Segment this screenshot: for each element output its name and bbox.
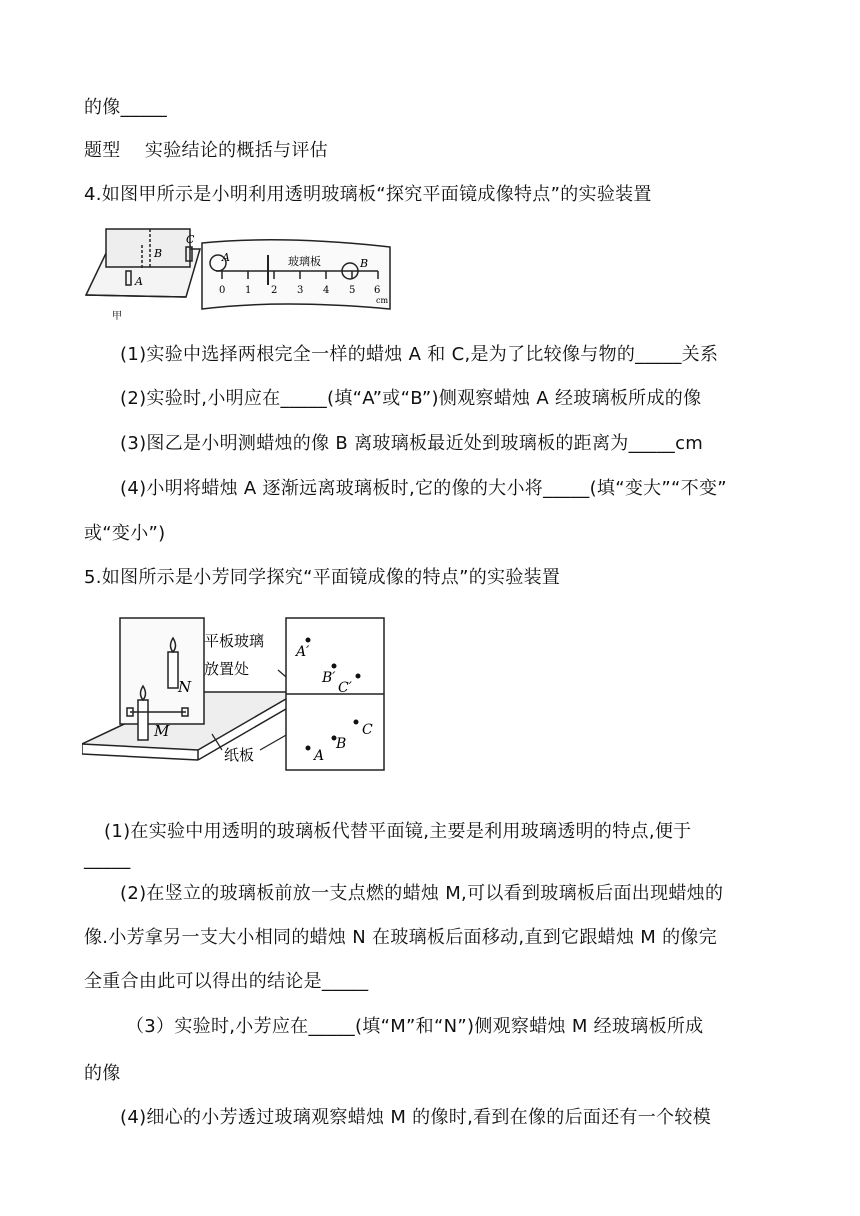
figure-5 — [82, 610, 388, 772]
caption-jia: 甲 — [112, 311, 122, 322]
label-glass-ruler: 玻璃板 — [288, 255, 321, 268]
point-c: C — [362, 722, 373, 738]
point-a-prime: A′ — [296, 644, 310, 660]
text-line: 的像_____ — [84, 97, 168, 118]
question-5-part-4: (4)细心的小芳透过玻璃观察蜡烛 M 的像时,看到在像的后面还有一个较模 — [120, 1107, 711, 1128]
tick-label: 0 — [219, 285, 226, 296]
point-b: B — [336, 736, 347, 752]
glass-location-label-1: 平板玻璃 — [204, 632, 265, 650]
label-c: C — [186, 233, 195, 246]
question-5-part-2: (2)在竖立的玻璃板前放一支点燃的蜡烛 M,可以看到玻璃板后面出现蜡烛的 — [120, 883, 724, 904]
candle-m-label: M — [154, 722, 170, 740]
paper-board-right — [286, 618, 384, 770]
glass-location-label-2: 放置处 — [204, 660, 250, 678]
label-a-ruler: A — [222, 251, 230, 264]
apparatus-jia — [86, 229, 200, 297]
question-5-part-2-cont: 全重合由此可以得出的结论是_____ — [84, 971, 369, 992]
point-c-prime: C′ — [338, 680, 352, 696]
candle-n-label: N — [178, 678, 192, 696]
question-5-part-3-cont: 的像 — [84, 1063, 121, 1084]
label-a-left: A — [135, 275, 143, 288]
tick-label: 4 — [323, 285, 330, 296]
question-4-title: 4.如图甲所示是小明利用透明玻璃板“探究平面镜成像特点”的实验装置 — [84, 184, 652, 205]
label-b-left: B — [154, 247, 163, 260]
point-b-prime: B′ — [322, 670, 336, 686]
label-b-ruler: B — [360, 257, 369, 270]
question-4-part-1: (1)实验中选择两根完全一样的蜡烛 A 和 C,是为了比较像与物的_____关系 — [120, 344, 719, 365]
question-5-part-1: (1)在实验中用透明的玻璃板代替平面镜,主要是利用玻璃透明的特点,便于 — [104, 821, 692, 842]
question-4-part-3: (3)图乙是小明测蜡烛的像 B 离玻璃板最近处到玻璃板的距离为_____cm — [120, 433, 704, 454]
figure-5-drawing — [82, 610, 388, 772]
tick-label: 5 — [349, 285, 356, 296]
question-5-part-2-cont: 像.小芳拿另一支大小相同的蜡烛 N 在玻璃板后面移动,直到它跟蜡烛 M 的像完 — [84, 927, 718, 948]
tick-label: 1 — [245, 285, 252, 296]
paperboard-label: 纸板 — [224, 746, 255, 764]
point-a: A — [314, 748, 325, 764]
question-4-part-4-cont: 或“变小”) — [84, 523, 166, 544]
section-heading: 题型 实验结论的概括与评估 — [84, 140, 328, 161]
ruler-yi — [202, 240, 390, 309]
figure-4 — [82, 225, 394, 325]
question-4-part-2: (2)实验时,小明应在_____(填“A”或“B”)侧观察蜡烛 A 经玻璃板所成的像 — [120, 388, 702, 409]
answer-blank: _____ — [84, 849, 131, 870]
figure-4-drawing — [82, 225, 394, 325]
tick-label: 6 — [374, 285, 381, 296]
tick-label: 2 — [271, 285, 278, 296]
unit-label: cm — [376, 296, 389, 305]
question-4-part-4: (4)小明将蜡烛 A 逐渐远离玻璃板时,它的像的大小将_____(填“变大”“不变” — [120, 478, 727, 499]
question-5-part-3: （3）实验时,小芳应在_____(填“M”和“N”)侧观察蜡烛 M 经玻璃板所成 — [126, 1016, 704, 1037]
tick-label: 3 — [297, 285, 304, 296]
question-5-title: 5.如图所示是小芳同学探究“平面镜成像的特点”的实验装置 — [84, 567, 561, 588]
